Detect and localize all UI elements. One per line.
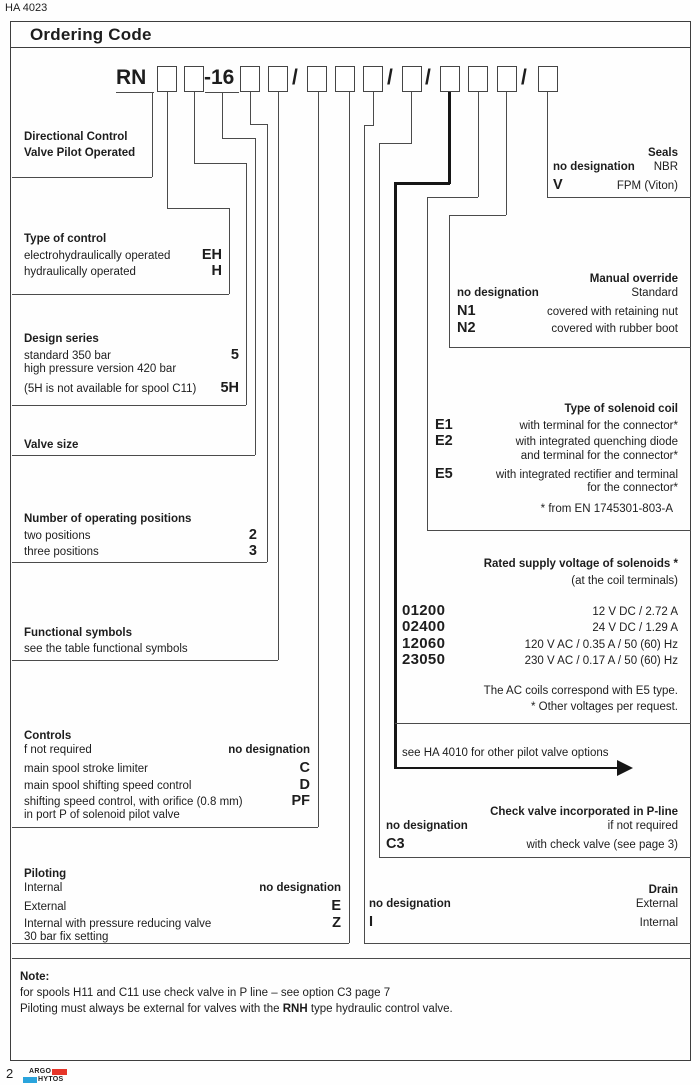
option-label: NBR [653,161,678,173]
option-code: H [211,263,222,280]
option-code: EH [201,247,222,263]
option-code: C [299,760,310,777]
section-manual-override-title: Manual override [589,273,678,285]
section-border [395,723,691,724]
option-code: 23050 [402,651,446,669]
document-code: HA 4023 [5,2,48,14]
section-border [12,827,318,828]
option-row [435,417,678,433]
option-code: 5H [220,379,239,396]
option-code: 2 [248,527,257,543]
connector-line [427,197,428,530]
option-row [435,482,678,498]
positions-rows [24,527,257,560]
option-row [24,247,222,263]
connector-line-bold [394,182,450,185]
option-code: no designation [553,161,635,173]
option-label: with check valve (see page 3) [526,839,678,852]
option-row [24,347,239,363]
option-code: no designation [259,882,341,894]
option-code: no designation [369,898,451,910]
option-row [24,744,310,760]
option-row [386,820,678,836]
option-code: E1 [435,417,453,433]
section-border [427,530,691,531]
voltage-note-1: The AC coils correspond with E5 type. [483,685,678,697]
option-label: for the connector* [587,482,678,495]
voltage-note-2: * Other voltages per request. [530,701,678,713]
argo-hytos-logo [23,1068,67,1083]
connector-line [349,92,350,943]
connector-line-bold [448,92,451,184]
section-voltage-title: Rated supply voltage of solenoids * [483,558,678,570]
option-code: C3 [386,836,405,853]
logo-row [23,1076,67,1083]
option-label: in port P of solenoid pilot valve [24,809,180,822]
code-box-3 [240,66,260,92]
option-row [24,931,341,947]
solenoid-coil-footnote: * from EN 1745301-803-A [540,503,673,515]
option-code: V [553,177,563,194]
option-label: Internal with pressure reducing valve [24,917,212,930]
code-box-5 [307,66,327,92]
option-row [402,618,678,634]
option-code: no designation [457,287,539,299]
connector-line [194,92,195,163]
code-slash-3: / [425,66,431,89]
section-controls-title: Controls [24,730,72,742]
seals-rows [553,161,678,194]
page-title: Ordering Code [30,25,152,44]
option-label: Internal [639,917,678,930]
code-box-11 [497,66,517,92]
connector-line [167,92,168,208]
section-border [12,562,267,563]
note-divider [12,958,690,959]
option-label: hydraulically operated [24,266,136,279]
note-text-bold: RNH [282,1003,308,1015]
logo-row [29,1068,67,1075]
title-line: Valve Pilot Operated [24,147,136,159]
note-line-1: for spools H11 and C11 use check valve in P line – see option C3 page 7 [20,987,391,999]
option-row [435,466,678,482]
option-label: 120 V AC / 0.35 A / 50 (60) Hz [524,638,678,651]
connector-line [278,92,279,660]
section-border [12,177,152,178]
option-code: 01200 [402,602,446,619]
option-row [457,287,678,303]
connector-line [449,215,450,347]
code-box-4 [268,66,288,92]
section-border [547,197,691,198]
note-text: type hydraulic control valve. [307,1003,453,1015]
option-row [24,809,310,825]
option-label: Internal [24,882,63,894]
manual-override-rows [457,287,678,336]
option-code: E5 [435,465,453,482]
option-code: no designation [386,820,468,832]
option-label: two positions [24,530,91,542]
note-title: Note: [20,971,50,983]
connector-line [379,143,412,144]
option-code: 3 [248,543,257,560]
option-code: E [331,898,341,915]
logo-argo-text: ARGO [29,1068,52,1075]
option-label: high pressure version 420 bar [24,363,177,376]
logo-blue-block [23,1077,37,1083]
option-code: D [299,776,310,793]
option-label: 12 V DC / 2.72 A [592,606,678,618]
option-code: 12060 [402,634,446,652]
option-row [369,898,678,914]
option-label: main spool shifting speed control [24,779,192,792]
connector-line [255,138,256,455]
option-code: N1 [457,303,476,320]
code-box-9 [440,66,460,92]
option-label: standard 350 bar [24,350,111,362]
connector-line [318,92,319,827]
code-slash-4: / [521,66,527,89]
logo-hytos-text: HYTOS [38,1076,64,1083]
functional-symbols-subtitle: see the table functional symbols [24,643,188,655]
section-solenoid-coil-title: Type of solenoid coil [564,403,678,415]
option-label: with integrated rectifier and terminal [495,468,678,481]
type-of-control-rows [24,247,222,280]
option-row [24,543,257,559]
option-row [24,760,310,776]
option-label: main spool stroke limiter [24,763,148,776]
connector-line [364,125,365,943]
connector-line [379,143,380,857]
connector-line [167,208,229,209]
section-valve-size-title: Valve size [24,439,79,451]
section-border [364,943,691,944]
option-label: with integrated quenching diode [515,436,678,449]
underline [116,92,154,93]
connector-line [250,92,251,124]
drain-rows [369,898,678,931]
voltage-subtitle: (at the coil terminals) [571,575,678,587]
code-slash-2: / [387,66,393,89]
section-border [12,294,229,295]
section-functional-symbols-title: Functional symbols [24,627,132,639]
option-label: if not required [607,820,678,832]
option-row [386,836,678,852]
option-row [369,914,678,930]
arrow-head-icon [617,760,633,776]
connector-line [373,92,374,125]
note-line-2 [20,1001,453,1017]
option-row [402,635,678,651]
option-label: Standard [631,287,678,299]
code-box-8 [402,66,422,92]
option-code: I [369,914,374,931]
code-size: -16 [204,66,235,89]
option-label: electrohydraulically operated [24,250,171,262]
note-text: Piloting must always be external for valves with the [20,1003,283,1015]
arrow-line [394,767,620,770]
option-label: 30 bar fix setting [24,930,109,943]
option-code: N2 [457,319,476,336]
option-label: FPM (Viton) [616,180,678,193]
option-label: three positions [24,546,99,559]
option-row [402,602,678,618]
connector-line [246,163,247,405]
code-box-6 [335,66,355,92]
option-row [24,380,239,396]
section-type-of-control-title: Type of control [24,233,107,245]
option-code: Z [332,914,341,931]
section-drain-title: Drain [648,884,678,896]
section-check-valve-title: Check valve incorporated in P-line [490,806,678,818]
code-box-2 [184,66,204,92]
option-row [457,320,678,336]
connector-line [152,93,153,177]
connector-line [449,215,506,216]
option-row [24,915,341,931]
option-row [24,898,341,914]
section-border [379,857,691,858]
section-design-series-title: Design series [24,333,99,345]
section-positions-title: Number of operating positions [24,513,192,525]
code-prefix: RN [116,66,147,89]
connector-line [229,208,230,294]
option-row [553,177,678,193]
option-row [435,433,678,449]
option-label: (5H is not available for spool C11) [24,382,197,395]
page-number: 2 [6,1066,14,1081]
piloting-rows [24,882,341,947]
connector-line [194,163,246,164]
option-row [24,263,222,279]
option-label: f not required [24,744,92,756]
design-series-rows [24,347,239,396]
option-row [24,793,310,809]
option-row [24,363,239,379]
option-row [402,651,678,667]
code-box-10 [468,66,488,92]
voltage-rows [402,602,678,668]
option-label: 24 V DC / 1.29 A [592,622,678,635]
section-border [449,347,691,348]
connector-line [364,125,374,126]
connector-line [222,138,255,139]
option-row [457,303,678,319]
option-label: covered with rubber boot [551,322,678,335]
option-row [435,450,678,466]
code-box-1 [157,66,177,92]
option-code: E2 [435,433,453,450]
section-seals-title: Seals [647,147,678,159]
section-border [12,455,255,456]
connector-line [250,124,267,125]
option-code: 02400 [402,618,446,636]
solenoid-coil-rows [435,417,678,498]
logo-red-block [52,1069,67,1075]
option-code: no designation [228,744,310,756]
section-directional-title [24,129,135,161]
option-label: External [24,901,67,914]
connector-line [267,124,268,562]
option-code: 5 [230,347,239,363]
section-piloting-title: Piloting [24,868,67,880]
option-label: with terminal for the connector* [519,420,678,432]
option-label: 230 V AC / 0.17 A / 50 (60) Hz [524,655,678,668]
connector-line [427,197,478,198]
check-valve-rows [386,820,678,853]
connector-line [222,92,223,138]
section-border [12,405,246,406]
option-code: PF [291,792,310,809]
option-row [24,882,341,898]
option-row [24,777,310,793]
option-label: External [635,898,678,910]
section-border [12,660,278,661]
connector-line [411,92,412,143]
title-line: Directional Control [24,131,128,143]
option-label: covered with retaining nut [546,306,678,319]
option-row [24,527,257,543]
option-row [553,161,678,177]
connector-line-bold [394,182,397,768]
pilot-valve-note: see HA 4010 for other pilot valve options [402,747,609,759]
code-box-7 [363,66,383,92]
option-label: shifting speed control, with orifice (0.8 mm) [24,795,243,808]
option-label: and terminal for the connector* [520,449,678,462]
code-box-12 [538,66,558,92]
code-slash-1: / [292,66,298,89]
controls-rows [24,744,310,825]
